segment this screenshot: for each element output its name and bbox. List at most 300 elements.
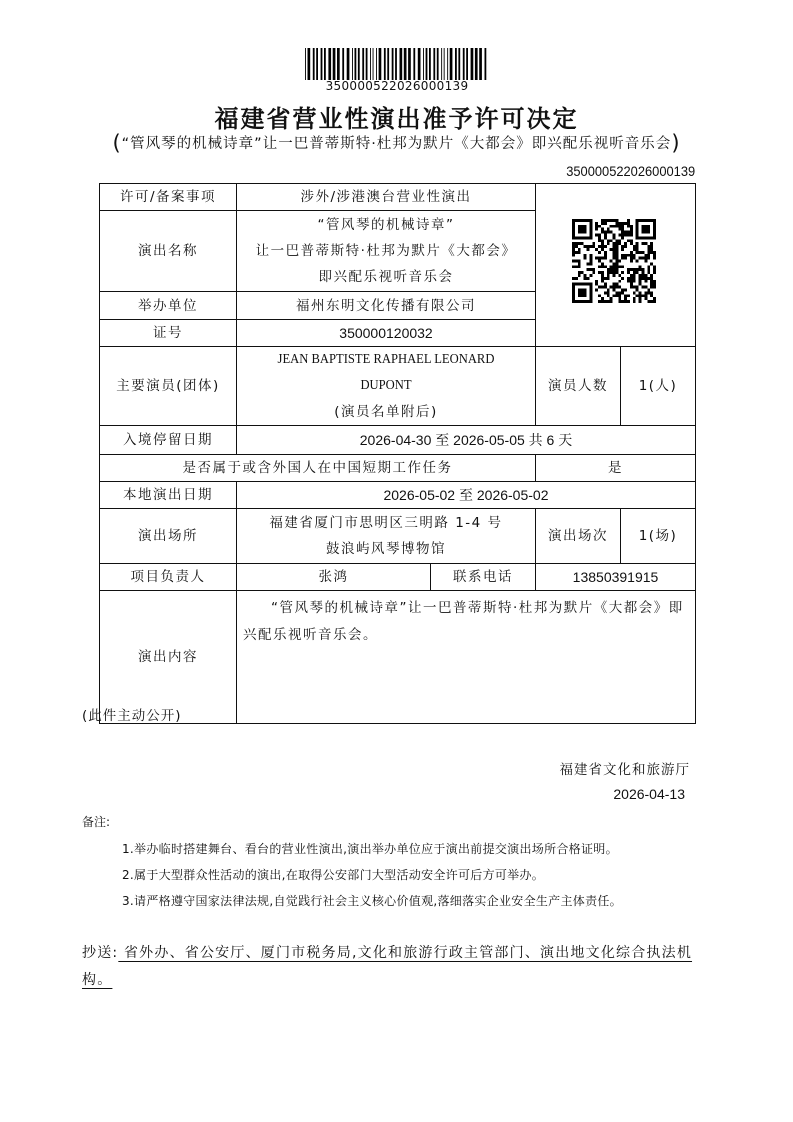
sessions-value: 1(场) — [621, 509, 696, 564]
qr-module — [607, 274, 610, 277]
barcode-bar — [328, 48, 331, 80]
qr-module — [610, 271, 613, 274]
qr-module — [598, 251, 601, 254]
qr-module — [615, 254, 618, 257]
qr-module — [618, 291, 621, 294]
qr-module — [639, 280, 642, 283]
qr-module — [613, 236, 616, 239]
qr-module — [630, 277, 633, 280]
barcode-bar — [450, 48, 453, 80]
qr-module — [627, 239, 630, 242]
subtitle-text: “管风琴的机械诗章”让一巴普蒂斯特·杜邦为默片《大都会》即兴配乐视听音乐会 — [121, 136, 672, 152]
qr-module — [589, 245, 592, 248]
qr-module — [647, 268, 650, 271]
qr-module — [592, 242, 595, 245]
qr-module — [624, 297, 627, 300]
qr-module — [598, 300, 601, 303]
qr-module — [618, 297, 621, 300]
document-number: 350000522026000139 — [566, 163, 695, 179]
qr-module — [630, 286, 633, 289]
qr-module — [615, 222, 618, 225]
qr-module — [592, 268, 595, 271]
barcode-bar — [337, 48, 340, 80]
qr-module — [621, 231, 624, 234]
qr-module — [575, 245, 578, 248]
qr-module — [618, 260, 621, 263]
qr-module — [647, 251, 650, 254]
barcode-bar — [305, 48, 306, 80]
qr-module — [618, 242, 621, 245]
row-venue — [100, 509, 696, 564]
qr-module — [618, 286, 621, 289]
barcode-bar — [441, 48, 442, 80]
qr-module — [621, 236, 624, 239]
qr-module — [633, 271, 636, 274]
manager-label: 项目负责人 — [100, 564, 237, 591]
qr-module — [644, 254, 647, 257]
qr-module — [613, 242, 616, 245]
qr-module — [595, 257, 598, 260]
certificate-value: 350000120032 — [237, 320, 536, 347]
qr-module — [578, 260, 581, 263]
qr-module — [604, 245, 607, 248]
qr-module — [650, 300, 653, 303]
barcode-bar — [463, 48, 465, 80]
barcode-bar — [362, 48, 364, 80]
qr-module — [615, 294, 618, 297]
qr-module — [615, 245, 618, 248]
qr-module — [572, 248, 575, 251]
qr-module — [653, 280, 656, 283]
barcode-bar — [313, 48, 315, 80]
barcode-bar — [404, 48, 407, 80]
qr-module — [650, 262, 653, 265]
qr-module — [581, 271, 584, 274]
qr-module — [604, 265, 607, 268]
local-dates-value: 2026-05-02 至 2026-05-02 — [237, 482, 696, 509]
qr-module — [624, 294, 627, 297]
qr-module — [636, 294, 639, 297]
qr-module — [630, 225, 633, 228]
qr-module — [610, 286, 613, 289]
performer-count-label: 演员人数 — [536, 347, 621, 426]
barcode-bar — [376, 48, 377, 80]
organizer-value: 福州东明文化传播有限公司 — [237, 292, 536, 320]
qr-module — [627, 233, 630, 236]
qr-module — [644, 277, 647, 280]
qr-module — [621, 225, 624, 228]
qr-module — [644, 274, 647, 277]
qr-module — [627, 222, 630, 225]
qr-module — [598, 236, 601, 239]
performer-name: JEAN BAPTISTE RAPHAEL LEONARD DUPONT — [277, 352, 495, 393]
row-stay-dates — [100, 426, 696, 455]
qr-module — [630, 254, 633, 257]
qr-module — [601, 242, 604, 245]
qr-module — [615, 262, 618, 265]
qr-module — [633, 257, 636, 260]
license-item-label: 许可/备案事项 — [100, 184, 237, 211]
barcode-bar — [324, 48, 326, 80]
qr-module — [615, 239, 618, 242]
qr-module — [624, 242, 627, 245]
qr-module — [610, 300, 613, 303]
qr-module — [586, 277, 589, 280]
qr-module — [595, 228, 598, 231]
qr-module — [610, 248, 613, 251]
qr-module — [578, 262, 581, 265]
qr-module — [601, 297, 604, 300]
barcode-bar — [466, 48, 468, 80]
qr-module — [578, 251, 581, 254]
qr-module — [575, 251, 578, 254]
qr-module — [613, 283, 616, 286]
qr-module — [618, 228, 621, 231]
qr-module — [633, 268, 636, 271]
qr-finder-center — [642, 225, 651, 234]
qr-module — [613, 294, 616, 297]
performer-note: (演员名单附后) — [334, 404, 438, 420]
qr-module — [598, 286, 601, 289]
phone-value: 13850391915 — [536, 564, 696, 591]
qr-module — [604, 219, 607, 222]
qr-module — [621, 271, 624, 274]
qr-module — [575, 277, 578, 280]
qr-module — [604, 291, 607, 294]
qr-module — [584, 274, 587, 277]
qr-module — [633, 248, 636, 251]
qr-module — [601, 274, 604, 277]
qr-module — [621, 300, 624, 303]
show-name-line: 让一巴普蒂斯特·杜邦为默片《大都会》 — [255, 243, 517, 259]
qr-module — [633, 254, 636, 257]
issuing-authority: 福建省文化和旅游厅 — [559, 762, 690, 778]
qr-module — [578, 271, 581, 274]
show-name-value — [237, 211, 536, 292]
qr-module — [572, 242, 575, 245]
qr-module — [642, 257, 645, 260]
qr-module — [610, 260, 613, 263]
qr-module — [624, 245, 627, 248]
qr-module — [604, 222, 607, 225]
barcode-bar — [475, 48, 478, 80]
barcode-bar — [418, 48, 421, 80]
content-label: 演出内容 — [100, 591, 237, 724]
qr-module — [653, 300, 656, 303]
qr-module — [621, 257, 624, 260]
remarks-label: 备注: — [82, 815, 111, 829]
qr-module — [627, 271, 630, 274]
qr-module — [572, 245, 575, 248]
qr-module — [610, 268, 613, 271]
qr-module — [639, 297, 642, 300]
barcode-bar — [444, 48, 445, 80]
qr-module — [642, 242, 645, 245]
barcode-bar — [355, 48, 357, 80]
qr-module — [613, 274, 616, 277]
qr-module — [647, 265, 650, 268]
barcode-bar — [447, 48, 448, 80]
qr-module — [642, 251, 645, 254]
permit-table — [99, 183, 696, 724]
stay-dates-value: 2026-04-30 至 2026-05-05 共 6 天 — [237, 426, 696, 455]
qr-module — [604, 300, 607, 303]
organizer-label: 举办单位 — [100, 292, 237, 320]
qr-module — [633, 297, 636, 300]
qr-module — [613, 268, 616, 271]
venue-line: 福建省厦门市思明区三明路 1-4 号 — [269, 515, 503, 531]
qr-module — [653, 265, 656, 268]
qr-module — [650, 274, 653, 277]
qr-module — [644, 242, 647, 245]
content-value — [237, 591, 696, 724]
qr-module — [615, 286, 618, 289]
qr-module — [581, 242, 584, 245]
qr-module — [613, 219, 616, 222]
qr-module — [601, 228, 604, 231]
qr-module — [615, 257, 618, 260]
barcode-number: 350000522026000139 — [325, 79, 469, 93]
qr-module — [650, 280, 653, 283]
qr-module — [653, 268, 656, 271]
qr-module — [618, 280, 621, 283]
barcode-bar — [370, 48, 371, 80]
qr-module — [621, 222, 624, 225]
qr-module — [621, 228, 624, 231]
qr-module — [601, 239, 604, 242]
barcode-bar — [395, 48, 397, 80]
qr-module — [604, 286, 607, 289]
sessions-label: 演出场次 — [536, 509, 621, 564]
qr-module — [644, 286, 647, 289]
qr-module — [613, 233, 616, 236]
qr-module — [621, 265, 624, 268]
qr-module — [607, 289, 610, 292]
qr-module — [630, 280, 633, 283]
qr-module — [627, 300, 630, 303]
qr-module — [598, 225, 601, 228]
venue-label: 演出场所 — [100, 509, 237, 564]
qr-module — [630, 268, 633, 271]
qr-module — [653, 297, 656, 300]
local-dates-label: 本地演出日期 — [100, 482, 237, 509]
qr-module — [633, 286, 636, 289]
qr-module — [630, 233, 633, 236]
qr-module — [592, 271, 595, 274]
qr-module — [601, 222, 604, 225]
qr-module — [607, 228, 610, 231]
qr-module — [627, 219, 630, 222]
qr-module — [607, 239, 610, 242]
barcode-bar — [426, 48, 428, 80]
barcode-bar — [347, 48, 350, 80]
barcode-bar — [308, 48, 311, 80]
qr-module — [639, 257, 642, 260]
qr-module — [644, 291, 647, 294]
subtitle-close-paren: ) — [671, 131, 681, 155]
qr-module — [647, 277, 650, 280]
short-term-work-label: 是否属于或含外国人在中国短期工作任务 — [100, 455, 536, 482]
qr-module — [653, 271, 656, 274]
qr-module — [615, 271, 618, 274]
performers-label: 主要演员(团体) — [100, 347, 237, 426]
qr-module — [615, 248, 618, 251]
qr-module — [610, 231, 613, 234]
qr-module — [633, 277, 636, 280]
barcode-bar — [333, 48, 336, 80]
qr-module — [601, 257, 604, 260]
qr-module — [650, 251, 653, 254]
qr-module — [586, 245, 589, 248]
qr-module — [644, 294, 647, 297]
qr-module — [613, 254, 616, 257]
qr-module — [618, 222, 621, 225]
qr-module — [586, 248, 589, 251]
qr-module — [607, 231, 610, 234]
barcode-bar — [316, 48, 318, 80]
public-note: (此件主动公开) — [82, 708, 182, 724]
qr-module — [613, 225, 616, 228]
qr-module — [627, 231, 630, 234]
qr-module — [615, 242, 618, 245]
qr-module — [647, 291, 650, 294]
qr-module — [595, 280, 598, 283]
qr-module — [598, 271, 601, 274]
qr-module — [575, 242, 578, 245]
qr-module — [598, 294, 601, 297]
qr-module — [613, 262, 616, 265]
qr-module — [607, 277, 610, 280]
document-title: 福建省营业性演出准予许可决定 — [214, 105, 579, 133]
qr-module — [644, 297, 647, 300]
qr-module — [601, 277, 604, 280]
qr-module — [650, 248, 653, 251]
qr-module — [636, 289, 639, 292]
barcode-bar — [471, 48, 474, 80]
qr-module — [607, 291, 610, 294]
qr-module — [615, 291, 618, 294]
qr-cell — [536, 184, 696, 347]
qr-module — [621, 289, 624, 292]
qr-module — [595, 248, 598, 251]
qr-module — [653, 251, 656, 254]
qr-module — [610, 239, 613, 242]
qr-module — [618, 239, 621, 242]
qr-module — [604, 236, 607, 239]
qr-module — [647, 300, 650, 303]
qr-module — [589, 274, 592, 277]
qr-module — [589, 262, 592, 265]
qr-module — [630, 283, 633, 286]
qr-module — [584, 254, 587, 257]
qr-module — [650, 245, 653, 248]
qr-module — [595, 225, 598, 228]
qr-module — [575, 260, 578, 263]
qr-module — [624, 231, 627, 234]
barcode-bar — [433, 48, 435, 80]
qr-module — [627, 254, 630, 257]
barcode-bar — [373, 48, 374, 80]
license-item-value: 涉外/涉港澳台营业性演出 — [237, 184, 536, 211]
qr-module — [636, 242, 639, 245]
barcode-bar — [485, 48, 487, 80]
qr-module — [642, 294, 645, 297]
cc-label: 抄送: — [82, 945, 119, 961]
qr-module — [653, 254, 656, 257]
qr-module — [618, 233, 621, 236]
qr-module — [607, 268, 610, 271]
qr-module — [618, 294, 621, 297]
remark-item: 2.属于大型群众性活动的演出,在取得公安部门大型活动安全许可后方可举办。 — [122, 868, 545, 882]
qr-module — [621, 254, 624, 257]
qr-module — [604, 277, 607, 280]
performers-value — [237, 347, 536, 426]
qr-module — [647, 257, 650, 260]
qr-module — [615, 219, 618, 222]
qr-module — [624, 289, 627, 292]
qr-module — [610, 265, 613, 268]
qr-module — [630, 228, 633, 231]
qr-module — [639, 274, 642, 277]
document-subtitle — [0, 131, 793, 155]
qr-module — [598, 260, 601, 263]
qr-module — [601, 245, 604, 248]
qr-module — [601, 262, 604, 265]
qr-module — [633, 280, 636, 283]
qr-module — [618, 225, 621, 228]
qr-module — [575, 265, 578, 268]
qr-module — [613, 248, 616, 251]
qr-module — [653, 286, 656, 289]
qr-module — [618, 265, 621, 268]
qr-module — [578, 242, 581, 245]
short-term-work-value: 是 — [536, 455, 696, 482]
qr-module — [578, 265, 581, 268]
qr-module — [615, 251, 618, 254]
qr-module — [647, 271, 650, 274]
qr-module — [604, 251, 607, 254]
qr-module — [650, 294, 653, 297]
qr-module — [589, 268, 592, 271]
qr-module — [647, 254, 650, 257]
qr-module — [650, 286, 653, 289]
barcode-bar — [408, 48, 411, 80]
qr-module — [610, 225, 613, 228]
qr-module — [636, 251, 639, 254]
qr-module — [630, 260, 633, 263]
qr-module — [633, 245, 636, 248]
row-local-dates — [100, 482, 696, 509]
qr-module — [598, 245, 601, 248]
qr-module — [613, 251, 616, 254]
show-name-line: 即兴配乐视听音乐会 — [318, 269, 454, 285]
barcode-bar — [379, 48, 382, 80]
qr-module — [647, 248, 650, 251]
barcode-bar — [437, 48, 439, 80]
qr-module — [601, 265, 604, 268]
qr-module — [618, 300, 621, 303]
barcode-bar — [387, 48, 389, 80]
qr-module — [607, 294, 610, 297]
qr-module — [639, 268, 642, 271]
qr-module — [601, 248, 604, 251]
qr-module — [572, 277, 575, 280]
qr-module — [615, 260, 618, 263]
barcode-bar — [423, 48, 424, 80]
qr-module — [618, 274, 621, 277]
qr-module — [578, 274, 581, 277]
qr-module — [639, 251, 642, 254]
